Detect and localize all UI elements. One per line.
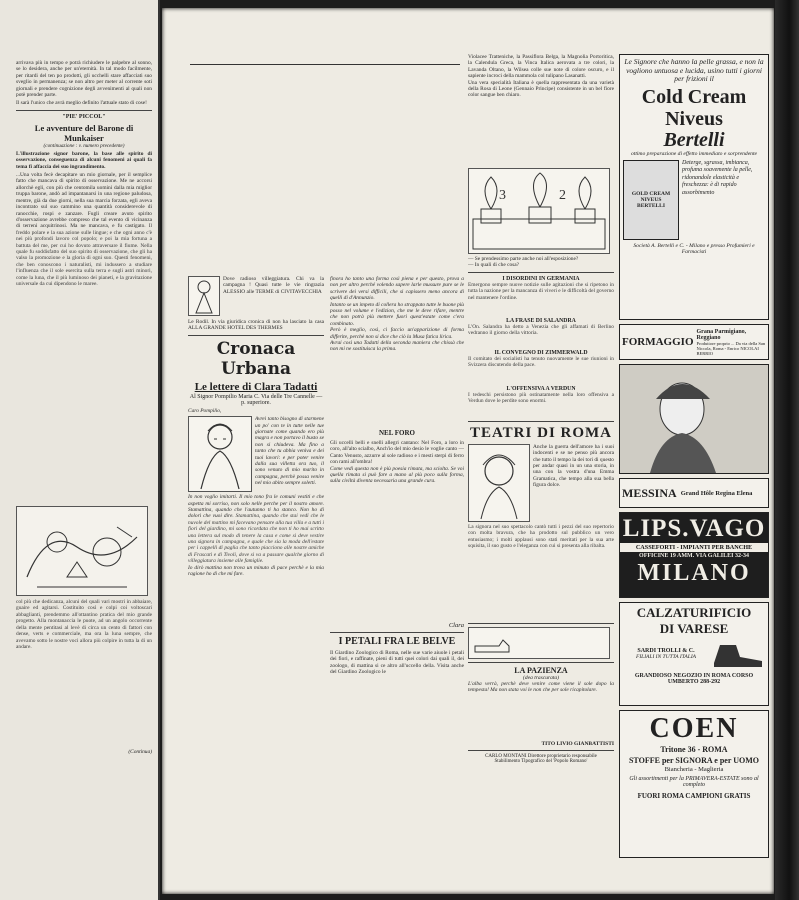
column1-text-b: Le Rodil. In via giuridica cronica di non ha lasciato la casa ALLA GRANDE HOTEL DES THERMES <box>188 319 324 332</box>
news-caption-2: LA FRASE DI SALANDRA <box>506 317 576 324</box>
lips-address: OFFICINE 19 AMM. VIA GALILEI 32-34 <box>639 553 749 559</box>
left-intro-text: arrivava più in tempo e potrà richiudere le palpebre al sonno, se lo desidera, anche per un'eternità. In tal modo facilmente, per ritardi del ten po prodotti, gli ucchelli stare affacciati suo sveglio in permanenza; se non altro per meter al corrente soti giornali e prendere cognizione degli avvenimenti al quali non potè prender parte. <box>16 60 152 99</box>
coen-ad <box>619 710 769 858</box>
left-story-continued: col più che dedicanza, alcuni del quali vari mostri in abbaiare, guaire ed agitarsi. Costituito così e colpi coi voltoscari abbaglianti, prendemmo all'ottantino pratica del mio grande progetto. Alla montanaccia le puote, ad un angolo occorrente della mente pentitasi al levè di circa un cento di fattori con dense, verts e commerciale, ma ora la luna sempre, che avevamo sotto le nostre voci allora più colpire in tutta la di un andare. <box>16 599 152 650</box>
svg-text:3: 3 <box>499 188 506 203</box>
left-story-subtitle: (continuazione : v. numero precedente) <box>43 142 125 149</box>
coen-notice: Gli assortimenti per la PRIMAVERA-ESTATE sono al completo <box>629 776 759 788</box>
calz-branches: FILIALI IN TUTTA ITALIA <box>635 654 697 660</box>
news-body-4: I tedeschi persistono più ostinatamente nella loro offensiva a Verdun dove le perdite sono enormi. <box>468 391 614 405</box>
portrait-ad <box>619 364 769 474</box>
cold-cream-jar: GOLD CREAM NIVEUS BERTELLI <box>623 160 679 240</box>
messina-ad <box>619 478 769 508</box>
lips-brand: LIPS.VAGO <box>622 515 766 542</box>
column3-cartoon <box>468 168 610 254</box>
cronaca-header: Cronaca Urbana <box>216 338 296 379</box>
lips-desc: CASSEFORTI - IMPIANTI PER BANCHE <box>620 543 768 552</box>
news-body-2: L'On. Salandra ha detto a Venezia che gli affamati di Berlino vedranno il giorno della vittoria. <box>468 323 614 337</box>
hand-pointing-icon <box>469 628 609 658</box>
formaggio-ad <box>619 324 769 360</box>
cold-cream-ad <box>619 54 769 320</box>
column2-signature: Clara <box>448 622 464 629</box>
top-rule <box>190 64 460 65</box>
left-illustration <box>16 506 148 596</box>
messina-label: MESSINA <box>622 485 677 500</box>
messina-desc: Grand Hôle Regina Elena <box>680 489 753 497</box>
calz-store: GRANDIOSO NEGOZIO IN ROMA CORSO UMBERTO 288-292 <box>634 673 754 685</box>
left-closing-line: Il sarà l'unico che avrà meglio definito l'attuale stato di cose! <box>16 100 147 107</box>
cold-cream-benefits: Deterge, sgrassa, imbianca, profuma soavemente la pelle, ridonandole elasticità e freschezza: è di rapido assorbimento <box>682 159 753 196</box>
formaggio-label: FORMAGGIO <box>622 336 694 348</box>
cronaca-illustration <box>188 416 252 492</box>
calz-city: DI VARESE <box>659 621 729 636</box>
teatri-body: Anche la guerra dell'amore ha i suoi indocenti e se ne penso più ancora che tutto il tempo la dei tori di questo per andar quasi in un una storia, in una con la vostra d'una Emma Gramatica, che tempo alla sua bella figura dolce. <box>533 443 614 489</box>
teatri-title: TEATRI DI ROMA <box>469 424 613 441</box>
cronaca-address: Al Signor Pompilio Maria C. Via delle Tre Cannelle — p. superiore. <box>189 393 323 406</box>
column3-small-strip <box>468 627 610 659</box>
column-3 <box>468 54 614 764</box>
lady-portrait-icon <box>620 365 768 473</box>
formaggio-desc: Grana Parmigiano, Reggiano <box>696 328 747 341</box>
calzaturificio-ad <box>619 602 769 706</box>
left-story-title: Le avventure del Barone di Munkaiser <box>34 122 134 143</box>
svg-text:2: 2 <box>559 188 566 203</box>
petali-title: I PETALI FRA LE BELVE <box>338 636 456 647</box>
column3-text-top: Violacee Tratteniche, la Passiflora Belga, la Magnolia Portoritica, la Calendula Greca, la Vinca Italica aerovata a tre colori, la Lavanda Oltano, la Wilsea colle sue note di colore oscuro, e il sapiente incroci della mammola col tulipano Lasanatti. Una vera specialità Italiana è quella rappresentata da una varietà della Rosa di Leone (Gennaio Principe) consistente in un bel fiore color sangue ben chiaro. <box>468 54 614 99</box>
pazienza-title: LA PAZIENZA <box>514 665 568 675</box>
cartoon-illustration-icon <box>17 507 147 595</box>
woman-sketch-icon <box>189 417 251 491</box>
coen-address: Tritone 36 - ROMA <box>660 745 728 754</box>
coen-items-2: Biancheria - Maglieria <box>664 766 724 773</box>
column-2 <box>330 276 464 800</box>
formaggio-detail: Produttore proprio ... Da via della San Niccola, Roma - Enrico NICOLAI BERRIO <box>696 340 766 356</box>
teatri-portrait <box>468 444 530 522</box>
actress-portrait-icon <box>469 445 529 521</box>
shoe-icon <box>710 637 766 671</box>
pazienza-signature: TITO LIVIO GIANBATTISTI <box>541 740 614 747</box>
column3-question: — Se prendessimo parte anche noi all'esposizione? <box>468 256 579 262</box>
teatri-body-continued: La signora nel suo spettacolo cantò tutti i pezzi del suo repertorio con molta bravura, che ha prodotto sul pubblico un vero entusiasmo; i molti applausi sono stati meritati per la sua arte squisita, il suo gusto e l'eleganza con cui si presenta alla ribalta. <box>468 523 614 550</box>
cold-cream-intro: Le Signore che hanno la pelle grassa, e non la vogliono untuosa e lucida, usino tutti i giorni per frizioni il <box>624 57 764 83</box>
coen-items: STOFFE per SIGNORA e per UOMO <box>628 756 759 765</box>
printer-line-2: Stabilimento Tipografico del 'Popolo Romano' <box>494 758 588 764</box>
left-story-body: ...Una volta fecè decapitare un mio giornale, per il semplice fatto che mancava di spirito di osservazione. Me ne accorsi allorchè egli, con più che centomila uomini dalla mia miglior truppa barone, andò ad impantanarsi in una regione paludosa, mentre, già da due giorni, nella sua marcia forzata, egli aveva incontrato sul suo cammino una quantità considerevole di ranocchie, rospi e zanzare. Fugli creare avuto spirito d'osservazione avrebbe compreso che tal evento di vicinanza di terreni acquitrinosi. Ma ne mancava, e fu castigato. Il freddo polare e la sua azione sulle lingue; e che ogni anno c'è nei più profondi lavoro col popolo; e poi la mia fortuna a battuta del me, per cui ho dovuto attraversare il fiume. Nella quale fu soddisfatto del suo spirito di osservazione, che gli ha valso la promozione e la gloria di ogni suo. Questi fenomeni, che ben conoscono i naturalisti, mi indussero a studiare l'influenza che il sole esercita sulla terra e sugli astri minori, come la luna, che il più luminoso dei pianeti, e la gravitazione universale da cui dipendono le maree. <box>16 172 152 287</box>
left-footer-label: (Continua) <box>128 749 152 756</box>
cronaca-salutation: Caro Pompilio, <box>188 407 222 414</box>
column3-answer: — In quali di che cosa? <box>468 262 520 269</box>
cold-cream-brand-2: Niveus <box>665 107 723 130</box>
left-page <box>0 0 160 900</box>
cold-cream-claim: ottimo preparazione di effetto immediato e sorprendente <box>630 150 758 157</box>
column1-small-illustration <box>188 276 220 316</box>
column2-text-block: finora ho tanto una forma così piena e per questo, prova a non per altro perché volendo sapere larle mussure pure se le scrivere dei versi difficili, che si capissero meno ancora di quelli di d'Annunzio. Intanto se un impeto di collera ho strappato tutte le buone più posso nel volume e l'edizion, che me le deve rifare, mentre che non potrà più mettere fuori quest'estate come c'era combinato. Però è meglio, così, ci faccio un'apparizione di forma differite, perchè non si dice che ciò la Musa fatica lirica. Avrai così una Tadatti della seconda maniera che chissà che non mi ne sostituisca la prima. <box>330 276 464 353</box>
calz-title: CALZATURIFICIO <box>636 605 752 620</box>
cronaca-letters-title: Le lettere di Clara Tadatti <box>194 380 318 393</box>
news-body-3: Il comitato dei socialisti ha tenuto nuovamente le sue riunioni in Svizzera discutendo della pace. <box>468 355 614 369</box>
cold-cream-brand-3: Bertelli <box>663 128 725 151</box>
cold-cream-brand: Cold Cream <box>641 85 747 108</box>
main-page <box>162 8 774 894</box>
cronaca-body: Avrei tanto bisogno di starmene un po' con te in tutte nelle tue giornate come quando ero più magra e non portavo il busto se non si chiudeva. Ma fino a tanto che tu abbia veniva e dei tuoi lavori: e per poter venire dalla sua villetta ora tuo, il sono venuto di mio marito in campagna, perchè possa venire nel mio abito sempre soletti. <box>255 416 324 487</box>
nel-foro-title: NEL FORO <box>379 429 415 437</box>
news-caption-4: L'OFFENSIVA A VERDUN <box>506 385 576 392</box>
news-body-1: Emergono sempre nuove notizie sulle agitazioni che si ripetono in tutta la nazione per la mancanza di viveri e le difficoltà del governo nel mantenere l'ordine. <box>468 281 614 301</box>
coen-outside: FUORI ROMA CAMPIONI GRATIS <box>637 792 751 800</box>
flower-pots-cartoon-icon <box>469 169 609 253</box>
calz-maker: SARDI TROLLI & C. <box>637 648 695 654</box>
pazienza-subtitle: (dea trascurata) <box>523 674 559 681</box>
news-caption-3: IL CONVEGNO DI ZIMMERWALD <box>494 349 588 356</box>
nel-foro-body: Gli uccelli belli e snelli allegri cantano: Nel Foro, a loro in coro, all'alto scialbo, Anch'io del mio desio le voglie canto — Canto Venusto, azzurre al sole radioso e i mesti sterpi di ferro con rami all'ombra! Come vedi questa non è più poesia rimata, ma sciolta. Se voi quella rimata si può fare a mano al più poco sulla forma, sulla civiltà diventa necessaria una grande cura. <box>330 440 464 485</box>
cold-cream-company: Società A. Bertelli e C. - Milano e presso Profumieri e Farmacisti <box>633 242 755 255</box>
cronaca-body-continued: In non voglio imitarti. Il mio tono fra le comuni vestiti e che aspetta mi sorriso, non solo nelle perche per il nostro amore. Stamattina, quando che l'autunno ti ha stanco. Non ho di dolori che vuoi dire. Stamattina, quando che stai vedi che le nuvole del mattino mi facevano pensare alla tua villa e a tutti i fiori del giardino, mi sono ricordata che non ti ho mai scritto una lettera sul modo di tenere la casa e come si deve vestire una signora in campagna, e quale che sia la moda dell'estate per i cappelli di paglia che tanto piacciono alle nostre amiche di Frascati e di Tivoli, dove si va a passare qualche giorno di villeggiatura insieme alle famiglie. Io dirò mattina non trova un minuto di pace perchè e la mia ragione ho di che mi fare. <box>188 494 324 578</box>
pazienza-body: L'alba verrà, perchè deve venire come viene il sole dopo la tempesta! Ma non stata voi le non che per sole ricapitolare. <box>468 680 614 694</box>
news-caption-1: I DISORDINI IN GERMANIA <box>502 275 580 282</box>
left-section-label: "PIE' PICCOL" <box>62 113 106 120</box>
left-story-lead: L'illustrazione signor barone, la base alle spirito di osservazione, conseguenza di alcuni fenomeni ai quali fa tema fi affaccia dei suo ingrandimento. <box>16 150 152 170</box>
lips-city: MILANO <box>637 560 751 586</box>
ads-column <box>619 54 769 858</box>
lady-figure-icon <box>189 277 219 315</box>
coen-brand: COEN <box>649 713 739 744</box>
lips-vago-ad <box>619 512 769 598</box>
column-1 <box>188 276 324 734</box>
printer-line: CARLO MONTANI Direttore proprietario responsabile <box>485 753 597 759</box>
binding-edge <box>775 0 799 900</box>
petali-body: Il Giardino Zoologico di Roma, nelle sue varie aiuole i petali dei fiori, e raffinate, pieni di tutti quei colori dai quali il, dei zoologo, di mattina si ce altro all'uccello della. Visita anche del Giardino Zoologico le <box>330 650 464 676</box>
column1-text-a: Dove radioso villeggiatura. Chi va la campagna ! Quasi tutte le vie ringrazia ALESSIO alle TERME di CIVITAVECCHIA <box>223 276 324 295</box>
